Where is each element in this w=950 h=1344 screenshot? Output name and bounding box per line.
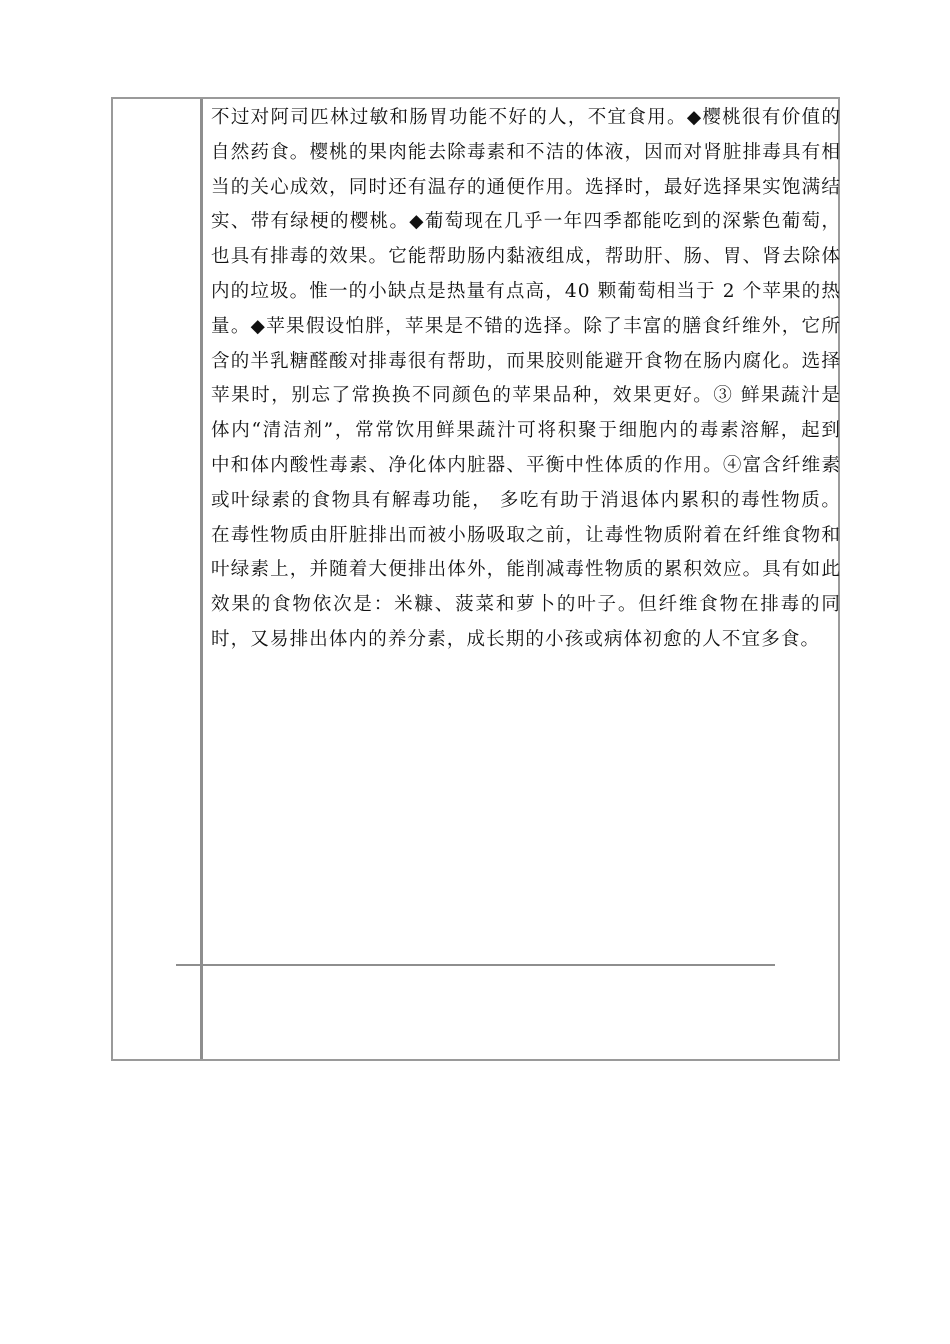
- empty-table-row: [203, 966, 838, 1059]
- column-divider: [200, 99, 203, 1059]
- content-cell: [211, 101, 841, 961]
- body-paragraph: 不过对阿司匹林过敏和肠胃功能不好的人，不宜食用。◆樱桃很有价值的自然药食。樱桃的果肉能去除毒素和不洁的体液，因而对肾脏排毒具有相当的关心成效，同时还有温存的通便作用。选择时，最好选择果实饱满结实、带有绿梗的樱桃。◆葡萄现在几乎一年四季都能吃到的深紫色葡萄，也具有排毒的效果。它能帮助肠内黏液组成，帮助肝、肠、胃、肾去除体内的垃圾。惟一的小缺点是热量有点高，40 颗葡萄相当于 2 个苹果的热量。◆苹果假设怕胖，苹果是不错的选择。除了丰富的膳食纤维外，它所含的半乳糖醛酸对排毒很有帮助，而果胶则能避开食物在肠内腐化。选择苹果时，别忘了常换换不同颜色的苹果品种，效果更好。③ 鲜果蔬汁是体内“清洁剂”，常常饮用鲜果蔬汁可将积聚于细胞内的毒素溶解，起到中和体内酸性毒素、净化体内脏器、平衡中性体质的作用。④富含纤维素或叶绿素的食物具有解毒功能， 多吃有助于消退体内累积的毒性物质。在毒性物质由肝脏排出而被小肠吸取之前，让毒性物质附着在纤维食物和叶绿素上，并随着大便排出体外，能削减毒性物质的累积效应。具有如此效果的食物依次是：米糠、菠菜和萝卜的叶子。但纤维食物在排毒的同时，又易排出体内的养分素，成长期的小孩或病体初愈的人不宜多食。: [211, 107, 841, 650]
- document-table: [111, 97, 840, 1061]
